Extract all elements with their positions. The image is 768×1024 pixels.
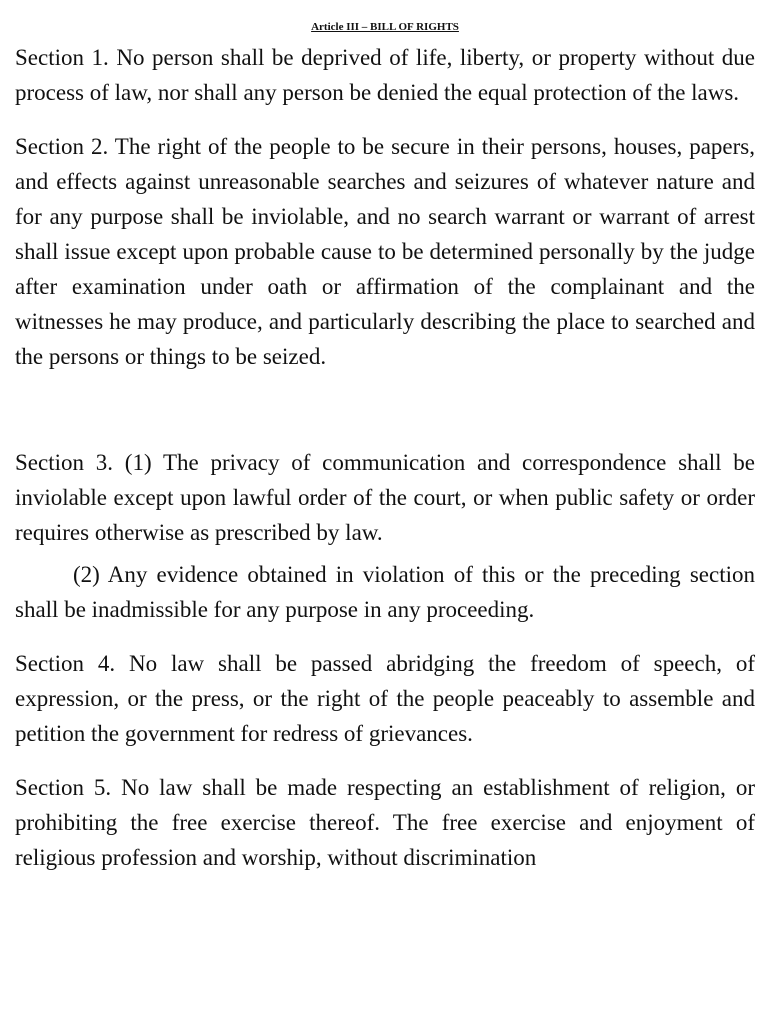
section-spacer [15, 393, 755, 445]
section-1-paragraph: Section 1. No person shall be deprived of life, liberty, or property without due process of law, nor shall any person be denied the equal protection of the laws. [15, 45, 755, 105]
document-page [15, 20, 755, 894]
section-4-paragraph: Section 4. No law shall be passed abridging the freedom of speech, of expression, or the press, or the right of the people peaceably to assemble and petition the government for redress of grievances. [15, 651, 755, 746]
section-3-paragraph: Section 3. (1) The privacy of communication and correspondence shall be inviolable except upon lawful order of the court, or when public safety or order requires otherwise as prescribed by law. [15, 450, 755, 545]
section-3-subsection-2-paragraph: (2) Any evidence obtained in violation of this or the preceding section shall be inadmissible for any purpose in any proceeding. [15, 562, 755, 622]
section-5-paragraph: Section 5. No law shall be made respecting an establishment of religion, or prohibiting the free exercise thereof. The free exercise and enjoyment of religious profession and worship, without discrimination [15, 775, 755, 870]
document-title: Article III – BILL OF RIGHTS [311, 21, 459, 33]
section-2-paragraph: Section 2. The right of the people to be secure in their persons, houses, papers, and effects against unreasonable searches and seizures of whatever nature and for any purpose shall be inviolable, and no search warrant or warrant of arrest shall issue except upon probable cause to be determined personally by the judge after examination under oath or affirmation of the complainant and the witnesses he may produce, and particularly describing the place to searched and the persons or things to be seized. [15, 134, 755, 369]
